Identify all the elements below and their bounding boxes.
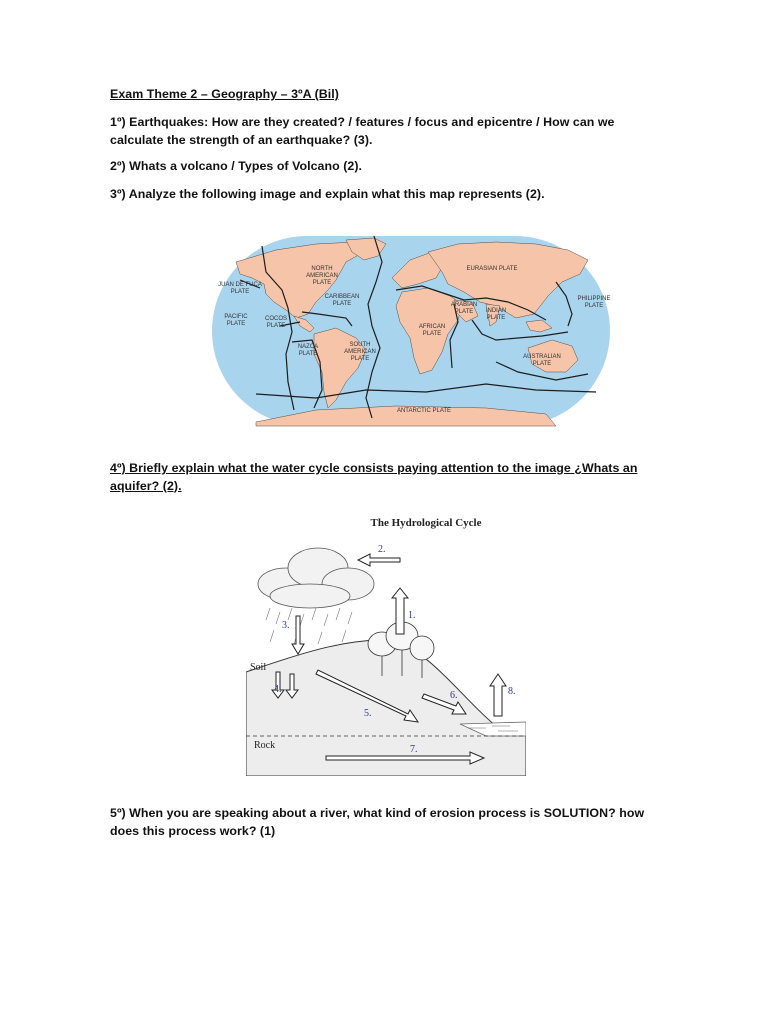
plate-label-african-line-1: AFRICAN: [418, 324, 446, 330]
plate-label-philippine-line-2: PLATE: [584, 303, 604, 309]
cycle-number-6: 6.: [450, 690, 458, 701]
tectonic-plates-map: [196, 222, 626, 442]
plate-label-cocos-line-2: PLATE: [266, 323, 286, 329]
plate-label-south-american-line-2: AMERICAN: [344, 349, 376, 355]
question-4: 4º) Briefly explain what the water cycle consists paying attention to the image ¿Whats an aquifer? (2).: [110, 461, 638, 493]
cloud-icon: [258, 548, 374, 608]
cycle-number-5: 5.: [364, 708, 372, 719]
plate-label-juan-de-fuca-line-2: PLATE: [230, 289, 250, 295]
question-2: 2º) Whats a volcano / Types of Volcano (2).: [110, 159, 363, 173]
plate-label-south-american-line-3: PLATE: [350, 356, 370, 362]
exam-title: Exam Theme 2 – Geography – 3ºA (Bil): [110, 87, 339, 101]
hydrological-cycle-diagram: [246, 512, 526, 776]
plate-label-australian-line-2: PLATE: [532, 361, 552, 367]
plate-label-caribbean-line-1: CARIBBEAN: [324, 294, 360, 300]
rock-label: Rock: [254, 740, 276, 751]
cycle-number-4: 4.: [274, 684, 282, 695]
cycle-title: The Hydrological Cycle: [370, 517, 482, 529]
plate-label-south-american-line-1: SOUTH: [349, 342, 371, 348]
plate-label-cocos-line-1: COCOS: [264, 316, 288, 322]
cycle-number-3: 3.: [282, 620, 290, 631]
plate-label-north-american-line-3: PLATE: [312, 280, 332, 286]
cycle-number-1: 1.: [408, 610, 416, 621]
plate-label-arabian-line-2: PLATE: [454, 309, 474, 315]
plate-label-indian-line-2: PLATE: [486, 315, 506, 321]
plate-label-north-american-line-1: NORTH: [311, 266, 333, 272]
cycle-number-8: 8.: [508, 686, 516, 697]
plate-label-indian-line-1: INDIAN: [485, 308, 507, 314]
question-1: 1º) Earthquakes: How are they created? / features / focus and epicentre / How can we calculate the strength of an earthquake? (3).: [110, 115, 615, 147]
plate-label-african-line-2: PLATE: [422, 331, 442, 337]
question-3: 3º) Analyze the following image and explain what this map represents (2).: [110, 187, 545, 201]
plate-label-australian-line-1: AUSTRALIAN: [523, 354, 561, 360]
arrow-condensation-2: [358, 554, 400, 566]
plate-label-nazca-line-1: NAZCA: [297, 344, 319, 350]
cycle-number-2: 2.: [378, 544, 386, 555]
plate-label-north-american-line-2: AMERICAN: [306, 273, 338, 279]
plate-label-caribbean-line-2: PLATE: [332, 301, 352, 307]
question-5: 5º) When you are speaking about a river, what kind of erosion process is SOLUTION? how does this process work? (1): [110, 806, 645, 838]
arrow-precipitation-3: [292, 616, 304, 654]
plate-label-juan-de-fuca-line-1: JUAN DE FUCA: [218, 282, 262, 288]
plate-label-pacific-line-2: PLATE: [226, 321, 246, 327]
cycle-number-7: 7.: [410, 744, 418, 755]
arrow-evaporation-8: [490, 674, 506, 716]
plate-label-philippine-line-1: PHILIPPINE: [577, 296, 611, 302]
plate-label-antarctic-line-1: ANTARCTIC PLATE: [396, 408, 452, 414]
plate-label-nazca-line-2: PLATE: [298, 351, 318, 357]
plate-label-eurasian-line-1: EURASIAN PLATE: [466, 266, 518, 272]
rain-drops: [266, 608, 352, 644]
plate-label-pacific-line-1: PACIFIC: [224, 314, 248, 320]
soil-label: Soil: [250, 662, 267, 673]
plate-label-arabian-line-1: ARABIAN: [450, 302, 478, 308]
